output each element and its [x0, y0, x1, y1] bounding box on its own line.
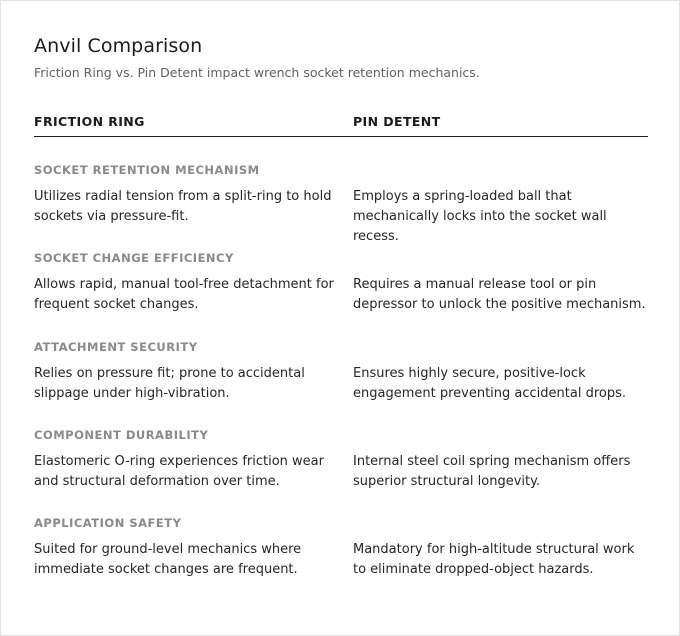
pin-detent-cell: Internal steel coil spring mechanism offers superior structural longevity. [353, 454, 631, 489]
section-title: SOCKET CHANGE EFFICIENCY [34, 251, 234, 265]
section-socket-retention [34, 163, 648, 244]
page-subtitle: Friction Ring vs. Pin Detent impact wrench socket retention mechanics. [34, 65, 480, 80]
friction-ring-cell: Elastomeric O-ring experiences friction wear and structural deformation over time. [34, 454, 324, 489]
column-header-pin-detent: PIN DETENT [353, 114, 441, 129]
section-application-safety [34, 516, 648, 580]
section-component-durability [34, 428, 648, 492]
pin-detent-cell: Requires a manual release tool or pin depressor to unlock the positive mechanism. [353, 277, 646, 312]
pin-detent-cell: Employs a spring-loaded ball that mechanically locks into the socket wall recess. [353, 189, 607, 244]
pin-detent-cell: Ensures highly secure, positive-lock engagement preventing accidental drops. [353, 366, 626, 401]
section-title: SOCKET RETENTION MECHANISM [34, 163, 260, 177]
friction-ring-cell: Allows rapid, manual tool-free detachment for frequent socket changes. [34, 277, 334, 312]
section-socket-change-efficiency [34, 251, 648, 315]
column-header-friction-ring: FRICTION RING [34, 114, 145, 129]
page-title: Anvil Comparison [34, 35, 203, 57]
pin-detent-cell: Mandatory for high-altitude structural work to eliminate dropped-object hazards. [353, 542, 635, 577]
section-attachment-security [34, 340, 648, 404]
section-title: ATTACHMENT SECURITY [34, 340, 198, 354]
section-title: APPLICATION SAFETY [34, 516, 182, 530]
friction-ring-cell: Utilizes radial tension from a split-ring to hold sockets via pressure-fit. [34, 189, 332, 224]
comparison-row [34, 187, 648, 244]
friction-ring-cell: Relies on pressure fit; prone to accidental slippage under high-vibration. [34, 366, 305, 401]
header-divider [34, 136, 648, 137]
comparison-row [34, 275, 648, 315]
comparison-row [34, 540, 648, 580]
comparison-row [34, 452, 648, 492]
section-title: COMPONENT DURABILITY [34, 428, 209, 442]
friction-ring-cell: Suited for ground-level mechanics where immediate socket changes are frequent. [34, 542, 302, 577]
comparison-row [34, 364, 648, 404]
